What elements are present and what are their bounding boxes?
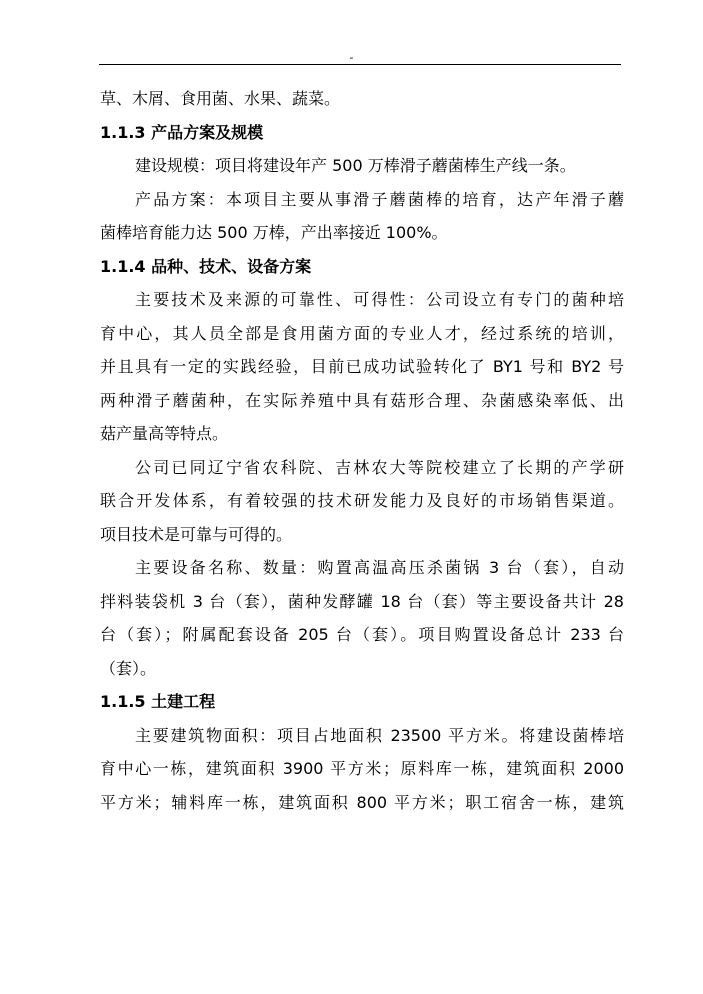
document-body bbox=[100, 82, 624, 819]
paragraph-line: 联合开发体系，有着较强的技术研发能力及良好的市场销售渠道。 bbox=[100, 491, 624, 510]
section-heading-1-1-3: 1.1.3 产品方案及规模 bbox=[100, 122, 264, 142]
paragraph-line: 主要建筑物面积：项目占地面积 23500 平方米。将建设菌棒培 bbox=[135, 725, 624, 745]
paragraph-line: 并且具有一定的实践经验，目前已成功试验转化了 BY1 号和 BY2 号 bbox=[100, 357, 624, 376]
paragraph-line: 两种滑子蘑菌种，在实际养殖中具有菇形合理、杂菌感染率低、出 bbox=[100, 390, 624, 410]
paragraph-line: 产品方案：本项目主要从事滑子蘑菌棒的培育，达产年滑子蘑 bbox=[135, 189, 624, 209]
paragraph-line: 菌棒培育能力达 500 万棒，产出率接近 100%。 bbox=[100, 223, 448, 242]
paragraph-line: 主要设备名称、数量：购置高温高压杀菌锅 3 台（套），自动 bbox=[135, 558, 624, 577]
page-header-mark: - bbox=[349, 51, 354, 64]
paragraph-line: 育中心一栋，建筑面积 3900 平方米；原料库一栋，建筑面积 2000 bbox=[100, 759, 624, 778]
paragraph-line: 项目技术是可靠与可得的。 bbox=[100, 524, 293, 544]
paragraph-line: 育中心，其人员全部是食用菌方面的专业人才，经过系统的培训， bbox=[100, 323, 624, 343]
paragraph-line: （套）。 bbox=[100, 658, 157, 678]
section-heading-1-1-4: 1.1.4 品种、技术、设备方案 bbox=[100, 256, 312, 276]
paragraph-line: 菇产量高等特点。 bbox=[100, 424, 229, 443]
paragraph-line: 建设规模：项目将建设年产 500 万棒滑子蘑菌棒生产线一条。 bbox=[135, 156, 576, 175]
paragraph-line: 拌料装袋机 3 台（套），菌种发酵罐 18 台（套）等主要设备共计 28 bbox=[100, 591, 624, 611]
body-line: 草、木屑、食用菌、水果、蔬菜。 bbox=[100, 89, 341, 108]
header-rule bbox=[99, 64, 621, 65]
paragraph-line: 台（套）；附属配套设备 205 台（套）。项目购置设备总计 233 台 bbox=[100, 625, 624, 644]
paragraph-line: 平方米；辅料库一栋，建筑面积 800 平方米；职工宿舍一栋，建筑 bbox=[100, 792, 624, 812]
section-heading-1-1-5: 1.1.5 土建工程 bbox=[100, 692, 216, 711]
paragraph-line: 主要技术及来源的可靠性、可得性：公司设立有专门的菌种培 bbox=[135, 290, 624, 309]
paragraph-line: 公司已同辽宁省农科院、吉林农大等院校建立了长期的产学研 bbox=[135, 457, 624, 477]
